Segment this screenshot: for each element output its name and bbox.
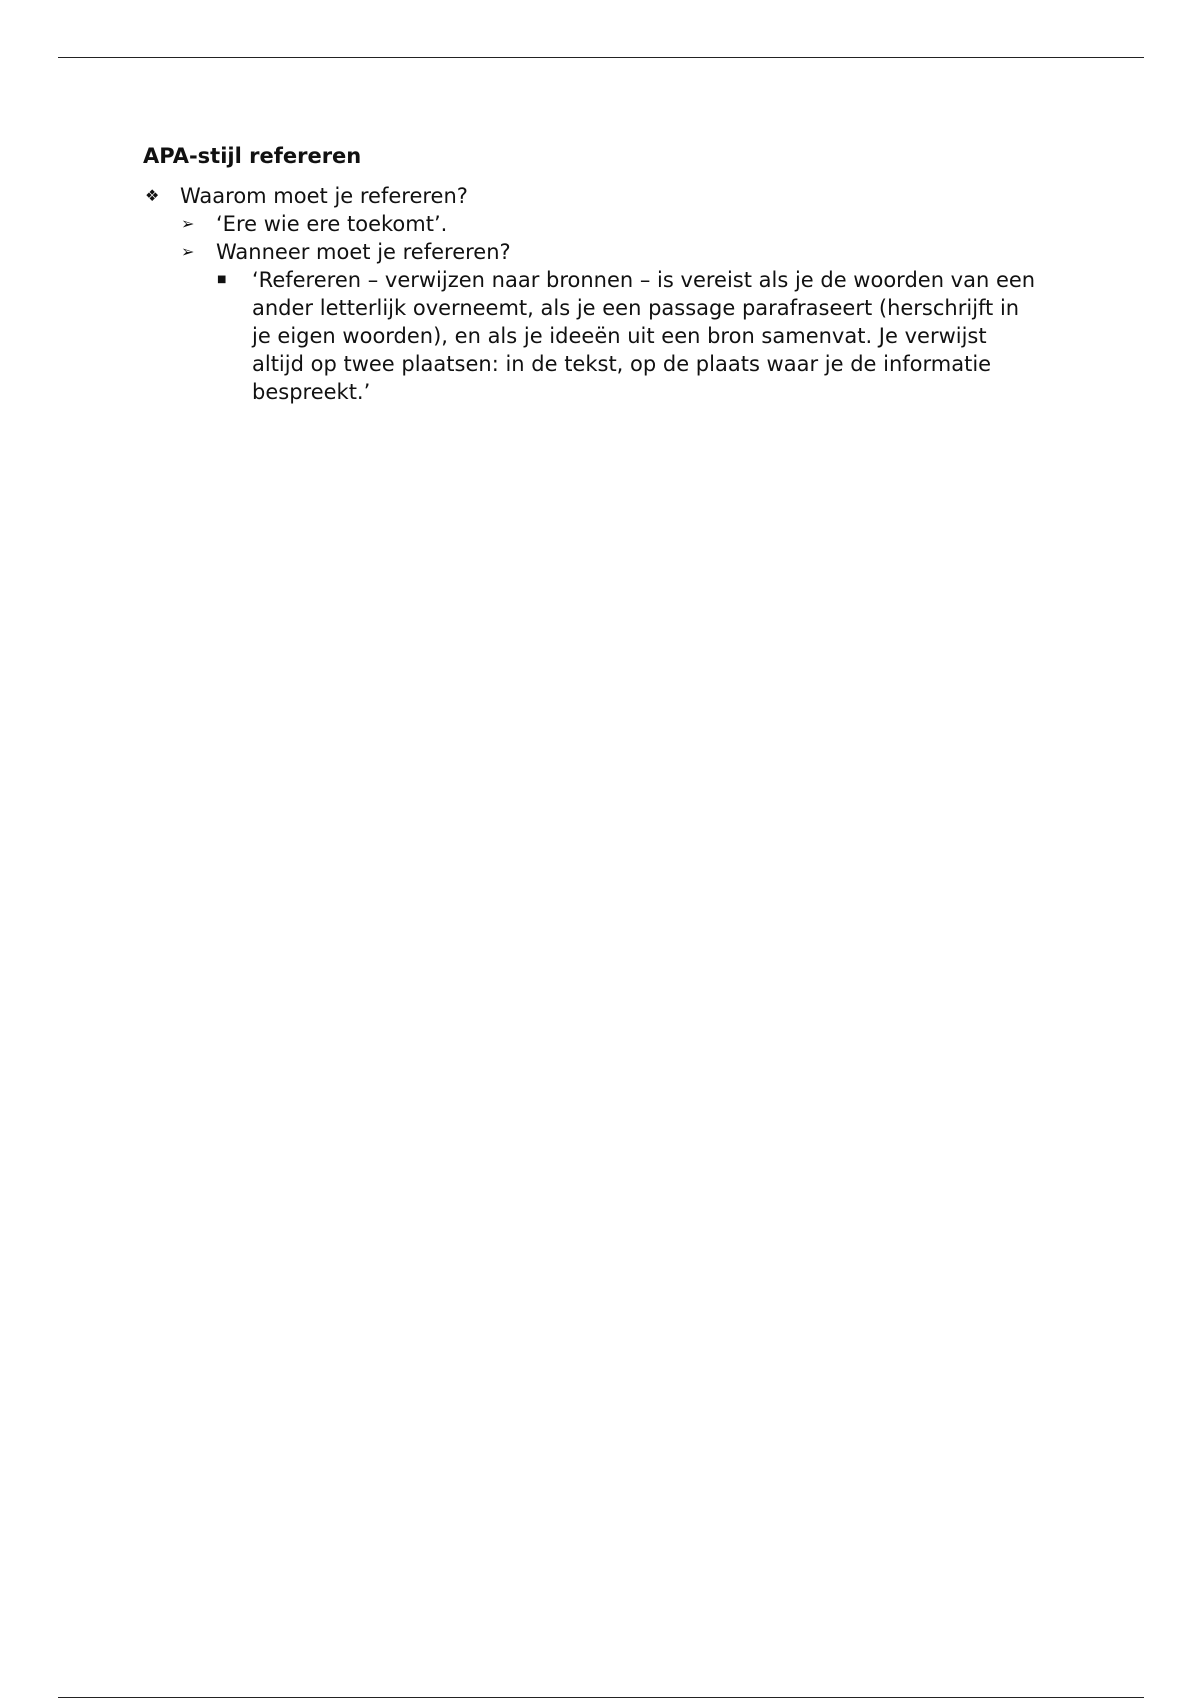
footer-rule bbox=[58, 1697, 1144, 1698]
quote-text: ‘Refereren – verwijzen naar bronnen – is vereist als je de woorden van een ander letterlijk overneemt, als je een passage parafraseert (herschrijft in je eigen woorden), en als je ideeën uit een bron samenvat. Je verwijst altijd op twee plaatsen: in de tekst, op de plaats waar je de informatie bespreekt.’ bbox=[252, 268, 1036, 404]
arrow-bullet-icon: ➢ bbox=[181, 214, 195, 233]
list-item-text: ‘Ere wie ere toekomt’. bbox=[216, 212, 448, 236]
section-heading: APA-stijl refereren bbox=[143, 144, 362, 168]
diamond-bullet-icon: ❖ bbox=[145, 186, 160, 205]
list-item-text: Waarom moet je refereren? bbox=[180, 184, 468, 208]
list-item-level2 bbox=[143, 238, 1043, 266]
document-body bbox=[143, 142, 1043, 406]
arrow-bullet-icon: ➢ bbox=[181, 242, 195, 261]
list-item-text: Wanneer moet je refereren? bbox=[216, 240, 511, 264]
square-bullet-icon: ■ bbox=[217, 274, 227, 285]
header-rule bbox=[58, 57, 1144, 58]
list-item-level2 bbox=[143, 210, 1043, 238]
list-item-level1 bbox=[143, 182, 1043, 210]
list-item-level3 bbox=[143, 266, 1043, 406]
